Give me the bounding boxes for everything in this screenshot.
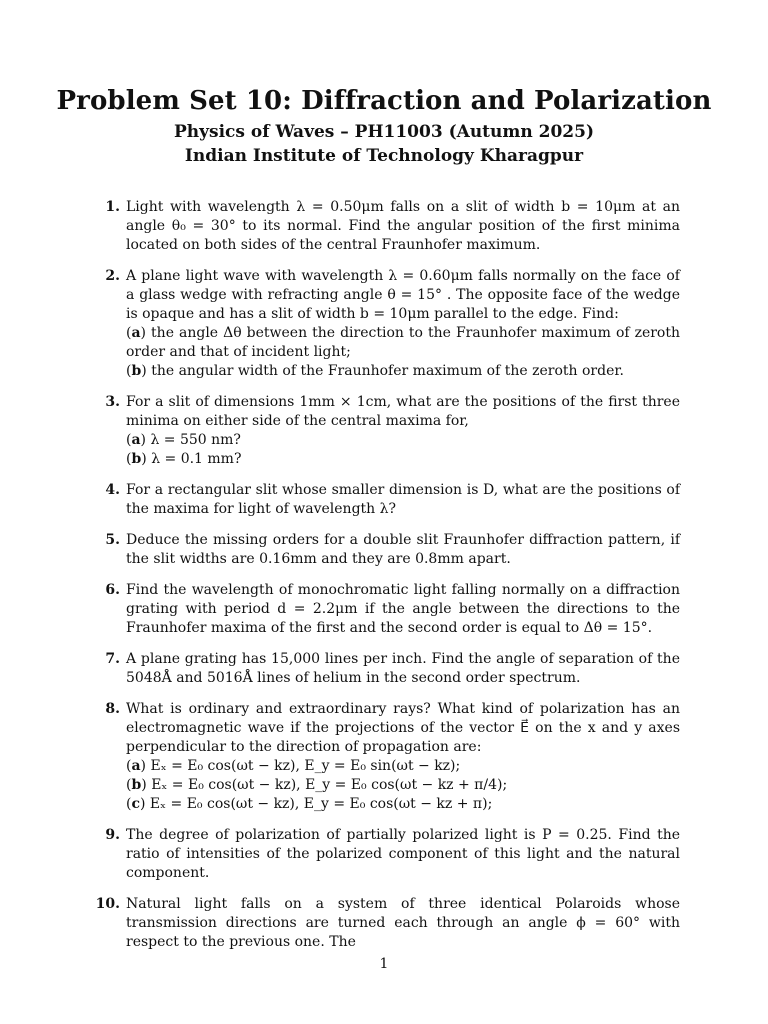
problem-text: Deduce the missing orders for a double slit Fraunhofer diffraction pattern, if the slit widths are 0.16mm and they are 0.8mm apart. xyxy=(126,532,680,567)
problem-part: (b) Eₓ = E₀ cos(ωt − kz), E_y = E₀ cos(ωt − kz + π/4); xyxy=(126,777,508,793)
problem-number: 9. xyxy=(105,827,120,843)
problem-text: The degree of polarization of partially polarized light is P = 0.25. Find the ratio of intensities of the polarized component of this light and the natural component. xyxy=(126,827,680,881)
problem-part: (a) the angle Δθ between the direction to the Fraunhofer maximum of zeroth order and that of incident light; xyxy=(126,325,681,360)
part-label: a xyxy=(131,325,141,341)
problem-text: A plane grating has 15,000 lines per inch. Find the angle of separation of the 5048Å and 5016Å lines of helium in the second order spectrum. xyxy=(126,651,680,686)
problem-text: A plane light wave with wavelength λ = 0.60μm falls normally on the face of a glass wedge with refracting angle θ = 15° . The opposite face of the wedge is opaque and has a slit of width b = 10μm parallel to the edge. Find: xyxy=(126,268,680,322)
problem-item xyxy=(92,531,680,569)
problem-item xyxy=(92,198,680,255)
problem-number: 7. xyxy=(105,651,120,667)
problem-number: 6. xyxy=(105,582,120,598)
problem-item xyxy=(92,581,680,638)
problem-part: (b) λ = 0.1 mm? xyxy=(126,451,242,467)
part-text: Eₓ = E₀ cos(ωt − kz), E_y = E₀ cos(ωt − kz + π/4); xyxy=(151,777,508,793)
problem-text: Light with wavelength λ = 0.50μm falls on a slit of width b = 10μm at an angle θ₀ = 30° to its normal. Find the angular position of the first minima located on both sides of the central Fraunhofer maximum. xyxy=(126,199,680,253)
part-label: b xyxy=(131,451,142,467)
problem-number: 2. xyxy=(105,268,120,284)
part-label: b xyxy=(131,777,142,793)
part-label: b xyxy=(131,363,142,379)
problem-number: 8. xyxy=(105,701,120,717)
part-text: λ = 0.1 mm? xyxy=(151,451,242,467)
problem-text: For a rectangular slit whose smaller dimension is D, what are the positions of the maxima for light of wavelength λ? xyxy=(126,482,680,517)
problem-part: (c) Eₓ = E₀ cos(ωt − kz), E_y = E₀ cos(ωt − kz + π); xyxy=(126,796,493,812)
problem-item xyxy=(92,650,680,688)
problem-number: 10. xyxy=(95,896,120,912)
part-text: Eₓ = E₀ cos(ωt − kz), E_y = E₀ cos(ωt − kz + π); xyxy=(149,796,493,812)
part-text: Eₓ = E₀ cos(ωt − kz), E_y = E₀ sin(ωt − kz); xyxy=(150,758,461,774)
course-subtitle: Physics of Waves – PH11003 (Autumn 2025) xyxy=(173,122,595,142)
part-label: a xyxy=(131,758,141,774)
problem-text: What is ordinary and extraordinary rays? What kind of polarization has an electromagnetic wave if the projections of the vector E⃗ on the x and y axes perpendicular to the direction of propagation are: xyxy=(126,701,680,755)
problem-text: Natural light falls on a system of three identical Polaroids whose transmission directions are turned each through an angle ϕ = 60° with respect to the previous one. The xyxy=(126,896,680,950)
problem-text: For a slit of dimensions 1mm × 1cm, what are the positions of the first three minima on either side of the central maxima for, xyxy=(126,394,680,429)
part-text: λ = 550 nm? xyxy=(150,432,241,448)
document-title: Problem Set 10: Diffraction and Polarization xyxy=(56,86,712,116)
part-label: a xyxy=(131,432,141,448)
problem-item xyxy=(92,895,680,952)
part-text: the angular width of the Fraunhofer maximum of the zeroth order. xyxy=(151,363,624,379)
problem-number: 1. xyxy=(105,199,120,215)
institute-subtitle: Indian Institute of Technology Kharagpur xyxy=(184,146,584,166)
problem-part: (a) λ = 550 nm? xyxy=(126,432,241,448)
part-text: the angle Δθ between the direction to the Fraunhofer maximum of zeroth order and that of incident light; xyxy=(126,325,681,360)
page-number: 1 xyxy=(379,956,389,972)
problem-number: 5. xyxy=(105,532,120,548)
part-label: c xyxy=(131,796,140,812)
problem-text: Find the wavelength of monochromatic light falling normally on a diffraction grating with period d = 2.2μm if the angle between the directions to the Fraunhofer maxima of the first and the second order is equal to Δθ = 15°. xyxy=(126,582,680,636)
problem-item xyxy=(92,393,680,469)
problem-item xyxy=(92,700,680,814)
problem-list xyxy=(92,198,680,964)
problem-number: 4. xyxy=(105,482,120,498)
problem-part: (a) Eₓ = E₀ cos(ωt − kz), E_y = E₀ sin(ωt − kz); xyxy=(126,758,461,774)
problem-item xyxy=(92,267,680,381)
problem-number: 3. xyxy=(105,394,120,410)
problem-item xyxy=(92,826,680,883)
problem-item xyxy=(92,481,680,519)
problem-part: (b) the angular width of the Fraunhofer maximum of the zeroth order. xyxy=(126,363,624,379)
